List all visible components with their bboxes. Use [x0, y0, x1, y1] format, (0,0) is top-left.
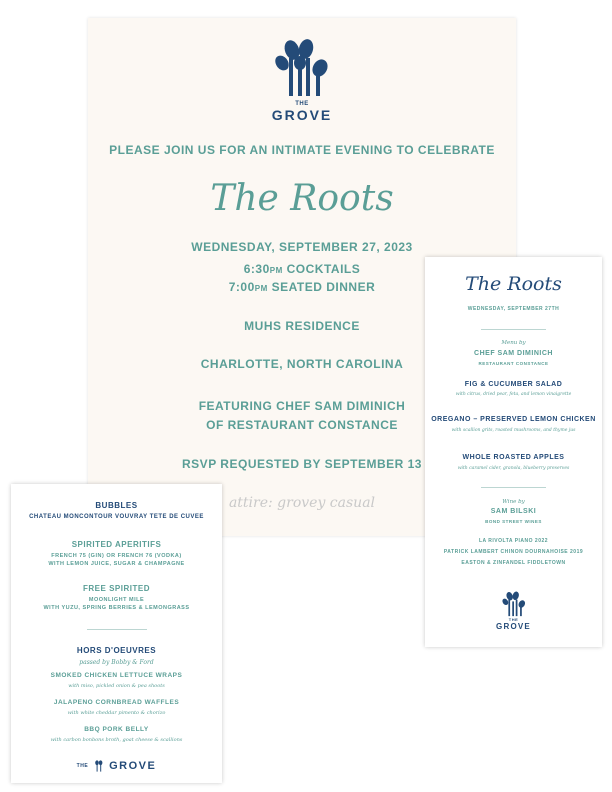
- wine-by-label: Wine by: [502, 499, 525, 505]
- cocktails-line: 6:30PM COCKTAILS: [243, 262, 361, 276]
- hors-heading: HORS D'OEUVRES: [76, 646, 157, 655]
- aperitifs-item-2: WITH LEMON JUICE, SUGAR & CHAMPAGNE: [48, 561, 185, 567]
- aperitifs-item-1: FRENCH 75 (GIN) OR FRENCH 76 (VODKA): [51, 553, 182, 559]
- bubbles-heading: BUBBLES: [95, 501, 138, 510]
- wine-2: PATRICK LAMBERT CHINON DOURNAHOISE 2019: [443, 549, 584, 555]
- brand-small: THE: [295, 101, 309, 107]
- aperitifs-heading: SPIRITED APERITIFS: [71, 540, 162, 549]
- wine-shop: BOND STREET WINES: [485, 519, 542, 524]
- venue: MUHS RESIDENCE: [244, 319, 360, 333]
- grove-tree-logo-icon: [501, 591, 527, 617]
- menu-date: WEDNESDAY, SEPTEMBER 27TH: [467, 306, 560, 312]
- brand-name: GROVE: [271, 107, 333, 123]
- hors-item-3: BBQ PORK BELLY: [84, 726, 149, 733]
- restaurant-name: RESTAURANT CONSTANCE: [478, 361, 549, 366]
- free-spirited-heading: FREE SPIRITED: [83, 584, 150, 593]
- event-date: WEDNESDAY, SEPTEMBER 27, 2023: [191, 240, 413, 254]
- divider: [481, 487, 546, 488]
- featuring-restaurant: OF RESTAURANT CONSTANCE: [206, 418, 398, 432]
- logo-small: THE: [508, 617, 519, 622]
- rsvp: RSVP REQUESTED BY SEPTEMBER 13: [182, 457, 422, 471]
- wine-1: LA RIVOLTA PIANO 2022: [478, 538, 549, 544]
- hors-sub: passed by Bobby & Ford: [79, 659, 154, 666]
- divider: [481, 329, 546, 330]
- invite-intro: PLEASE JOIN US FOR AN INTIMATE EVENING TO CELEBRATE: [109, 143, 495, 157]
- course-1: FIG & CUCUMBER SALAD: [464, 381, 563, 388]
- free-item-2: WITH YUZU, SPRING BERRIES & LEMONGRASS: [43, 605, 190, 611]
- dinner-menu-card: [425, 257, 602, 647]
- event-title: The Roots: [210, 178, 394, 219]
- dinner-line: 7:00PM SEATED DINNER: [228, 280, 376, 294]
- sommelier-name: SAM BILSKI: [490, 508, 537, 515]
- logo-name: GROVE: [496, 622, 531, 631]
- chef-name: CHEF SAM DIMINICH: [474, 350, 553, 357]
- menu-title: The Roots: [465, 273, 562, 295]
- course-2-desc: with scallion grits, roasted mushrooms, and thyme jus: [451, 428, 576, 433]
- divider: [87, 629, 147, 630]
- hors-item-2: JALAPENO CORNBREAD WAFFLES: [53, 699, 180, 706]
- course-3-desc: with caramel cider, granola, blueberry preserves: [457, 466, 570, 471]
- bubbles-item: CHATEAU MONCONTOUR VOUVRAY TETE DE CUVEE: [29, 514, 204, 520]
- city: CHARLOTTE, NORTH CAROLINA: [200, 357, 404, 371]
- course-1-desc: with citrus, dried pear, feta, and lemon vinaigrette: [455, 392, 572, 397]
- free-item-1: MOONLIGHT MILE: [88, 597, 145, 603]
- course-2: OREGANO – PRESERVED LEMON CHICKEN: [431, 416, 596, 423]
- hors-item-2-desc: with white cheddar pimento & chorizo: [67, 710, 166, 716]
- drinks-menu-card: [11, 484, 222, 783]
- hors-item-1-desc: with miso, pickled onion & pea shoots: [68, 683, 165, 689]
- grove-tree-logo-icon: [272, 38, 332, 98]
- course-3: WHOLE ROASTED APPLES: [462, 454, 565, 461]
- hors-item-1: SMOKED CHICKEN LETTUCE WRAPS: [50, 672, 183, 679]
- attire: attire: grovey casual: [228, 495, 376, 511]
- wine-3: EASTON & ZINFANDEL FIDDLETOWN: [461, 560, 566, 566]
- menu-logo: THE GROVE: [76, 759, 157, 772]
- featuring-chef: FEATURING CHEF SAM DIMINICH: [198, 399, 406, 413]
- grove-tree-logo-icon: [93, 760, 105, 772]
- hors-item-3-desc: with carbon bonbons broth, goat cheese & scallions: [50, 737, 183, 743]
- menu-by-label: Menu by: [501, 340, 526, 346]
